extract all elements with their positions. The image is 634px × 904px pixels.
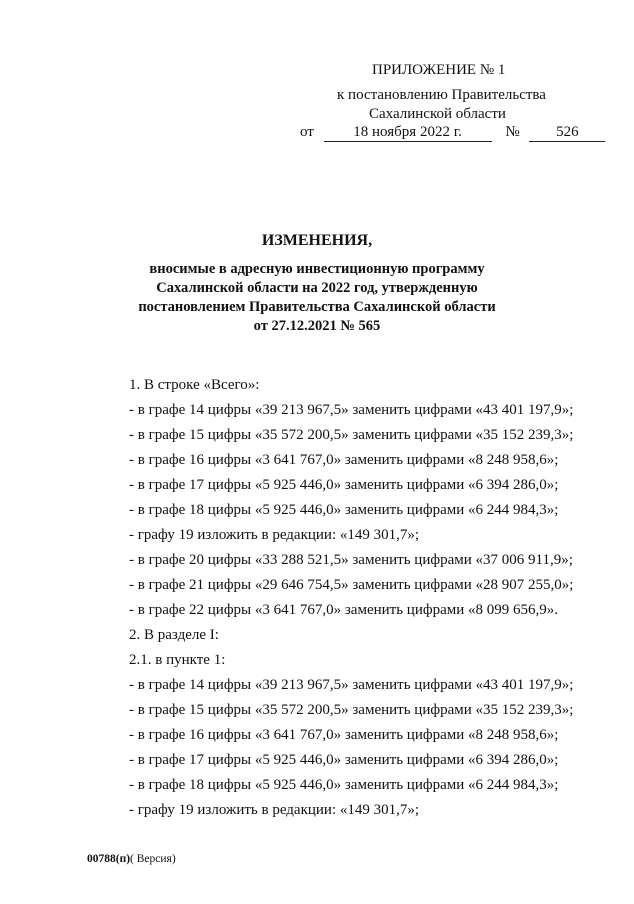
document-version: ( Версия) xyxy=(130,853,176,865)
body-line: - в графе 18 цифры «5 925 446,0» заменить цифрами «6 244 984,3»; xyxy=(129,502,559,518)
appendix-title: ПРИЛОЖЕНИЕ № 1 xyxy=(372,62,506,78)
appendix-date-line xyxy=(300,124,605,142)
body-line: - в графе 14 цифры «39 213 967,5» заменить цифрами «43 401 197,9»; xyxy=(129,677,574,693)
heading-subline-3: постановлением Правительства Сахалинской области xyxy=(138,299,496,315)
heading-subline-1: вносимые в адресную инвестиционную программу xyxy=(149,261,485,277)
body-line: 1. В строке «Всего»: xyxy=(129,377,260,393)
appendix-reference: к постановлению Правительства xyxy=(337,87,546,103)
decree-date: 18 ноября 2022 г. xyxy=(324,124,492,142)
heading-subline-4: от 27.12.2021 № 565 xyxy=(253,318,381,334)
document-code: 00788(п) xyxy=(87,853,131,865)
date-prefix: от xyxy=(300,124,314,140)
document-footer xyxy=(87,853,176,865)
body-line: 2.1. в пункте 1: xyxy=(129,652,226,668)
body-line: - в графе 16 цифры «3 641 767,0» заменить цифрами «8 248 958,6»; xyxy=(129,727,559,743)
appendix-region: Сахалинской области xyxy=(369,106,506,122)
document-heading: ИЗМЕНЕНИЯ, xyxy=(261,232,373,249)
body-line: - в графе 18 цифры «5 925 446,0» заменить цифрами «6 244 984,3»; xyxy=(129,777,559,793)
body-line: - графу 19 изложить в редакции: «149 301,7»; xyxy=(129,802,420,818)
body-line: - в графе 21 цифры «29 646 754,5» заменить цифрами «28 907 255,0»; xyxy=(129,577,574,593)
body-line: - в графе 16 цифры «3 641 767,0» заменить цифрами «8 248 958,6»; xyxy=(129,452,559,468)
body-line: - графу 19 изложить в редакции: «149 301,7»; xyxy=(129,527,420,543)
decree-number: 526 xyxy=(529,124,605,142)
body-line: - в графе 22 цифры «3 641 767,0» заменить цифрами «8 099 656,9». xyxy=(129,602,559,618)
body-line: - в графе 17 цифры «5 925 446,0» заменить цифрами «6 394 286,0»; xyxy=(129,752,559,768)
body-line: - в графе 14 цифры «39 213 967,5» заменить цифрами «43 401 197,9»; xyxy=(129,402,574,418)
heading-subline-2: Сахалинской области на 2022 год, утвержденную xyxy=(156,280,478,296)
body-line: - в графе 20 цифры «33 288 521,5» заменить цифрами «37 006 911,9»; xyxy=(129,552,573,568)
number-sign: № xyxy=(505,124,520,140)
body-line: - в графе 17 цифры «5 925 446,0» заменить цифрами «6 394 286,0»; xyxy=(129,477,559,493)
body-line: - в графе 15 цифры «35 572 200,5» заменить цифрами «35 152 239,3»; xyxy=(129,427,574,443)
body-line: 2. В разделе I: xyxy=(129,627,219,643)
body-line: - в графе 15 цифры «35 572 200,5» заменить цифрами «35 152 239,3»; xyxy=(129,702,574,718)
